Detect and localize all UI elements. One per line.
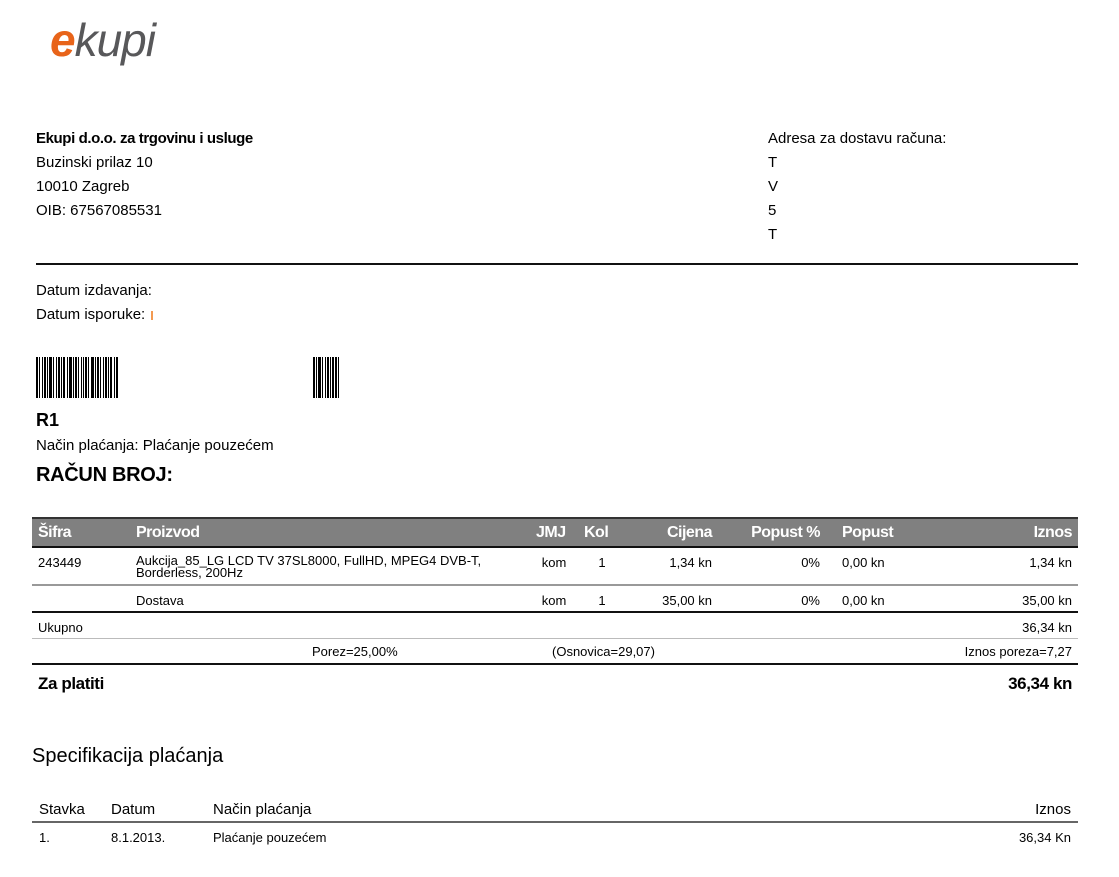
table-row bbox=[32, 547, 1078, 585]
dates-block bbox=[36, 279, 153, 327]
barcode-bar bbox=[338, 357, 339, 398]
spec-col-date: Datum bbox=[111, 801, 156, 818]
amount-due-value: 36,34 kn bbox=[926, 664, 1078, 696]
barcode-bar bbox=[85, 357, 87, 398]
col-price: Cijena bbox=[626, 518, 718, 547]
barcode-bar bbox=[49, 357, 52, 398]
header-divider bbox=[36, 263, 1078, 265]
barcode-bar bbox=[47, 357, 48, 398]
spec-amount: 36,34 Kn bbox=[706, 822, 1078, 845]
row-discount-pct: 0% bbox=[718, 547, 826, 585]
col-product: Proizvod bbox=[130, 518, 530, 547]
invoice-title: RAČUN BROJ: bbox=[36, 464, 173, 486]
barcode-bar bbox=[116, 357, 118, 398]
barcode-bar bbox=[322, 357, 323, 398]
col-discount-pct: Popust % bbox=[718, 518, 826, 547]
barcode-bar bbox=[73, 357, 74, 398]
redacted-mark bbox=[151, 311, 153, 320]
company-city: 10010 Zagreb bbox=[36, 178, 130, 195]
spec-col-amount: Iznos bbox=[1035, 801, 1071, 818]
spec-header-row bbox=[32, 800, 1078, 822]
barcode-bar bbox=[67, 357, 68, 398]
company-oib: OIB: 67567085531 bbox=[36, 202, 162, 219]
row-discount-pct: 0% bbox=[718, 585, 826, 612]
spec-col-item: Stavka bbox=[39, 801, 85, 818]
spec-date: 8.1.2013. bbox=[104, 822, 206, 845]
barcode-bar bbox=[103, 357, 104, 398]
row-unit: kom bbox=[530, 585, 578, 612]
barcode-bar bbox=[114, 357, 115, 398]
barcode-bar bbox=[316, 357, 317, 398]
row-unit: kom bbox=[530, 547, 578, 585]
barcode-bar bbox=[95, 357, 96, 398]
barcode-bar bbox=[91, 357, 94, 398]
row-product: Aukcija_85_LG LCD TV 37SL8000, FullHD, MPEG4 DVB-T, Borderless, 200Hz bbox=[130, 547, 530, 585]
barcode-bar bbox=[330, 357, 331, 398]
delivery-address bbox=[768, 127, 946, 247]
row-qty: 1 bbox=[578, 547, 626, 585]
logo-text: kupi bbox=[74, 14, 155, 66]
seller-info bbox=[36, 127, 253, 223]
company-street: Buzinski prilaz 10 bbox=[36, 154, 153, 171]
delivery-line-4: T bbox=[768, 226, 778, 243]
col-amount: Iznos bbox=[926, 518, 1078, 547]
delivery-date-label: Datum isporuke: bbox=[36, 306, 146, 323]
logo-letter-e: e bbox=[50, 14, 75, 66]
items-header-row bbox=[32, 518, 1078, 547]
barcode-bar bbox=[108, 357, 109, 398]
barcode-right bbox=[313, 357, 345, 398]
row-code: 243449 bbox=[32, 547, 130, 585]
col-code: Šifra bbox=[32, 518, 130, 547]
spec-col-method: Način plaćanja bbox=[213, 801, 312, 818]
ekupi-logo bbox=[50, 12, 155, 68]
tax-base: (Osnovica=29,07) bbox=[530, 638, 826, 664]
barcode-bar bbox=[69, 357, 72, 398]
barcode-bar bbox=[335, 357, 337, 398]
amount-due-row bbox=[32, 664, 1078, 696]
invoice-type: R1 bbox=[36, 410, 60, 430]
barcode-bar bbox=[105, 357, 107, 398]
row-amount: 1,34 kn bbox=[926, 547, 1078, 585]
barcode-bar bbox=[81, 357, 82, 398]
barcode-bar bbox=[110, 357, 112, 398]
issue-date-label: Datum izdavanja: bbox=[36, 282, 152, 299]
payment-method-line: Način plaćanja: Plaćanje pouzećem bbox=[36, 437, 274, 454]
row-product: Dostava bbox=[130, 585, 530, 612]
barcode-bar bbox=[88, 357, 89, 398]
barcode-bar bbox=[44, 357, 46, 398]
amount-due-label: Za platiti bbox=[32, 664, 926, 696]
tax-amount: Iznos poreza=7,27 bbox=[826, 638, 1078, 664]
row-price: 1,34 kn bbox=[626, 547, 718, 585]
barcode-bar bbox=[100, 357, 101, 398]
tax-rate: Porez=25,00% bbox=[32, 638, 530, 664]
company-name: Ekupi d.o.o. za trgovinu i usluge bbox=[36, 130, 253, 147]
payment-spec-table bbox=[32, 800, 1078, 845]
barcode-bar bbox=[327, 357, 329, 398]
barcode-bar bbox=[53, 357, 54, 398]
barcode-bar bbox=[56, 357, 57, 398]
barcode-bar bbox=[36, 357, 38, 398]
row-discount: 0,00 kn bbox=[826, 585, 926, 612]
table-row bbox=[32, 585, 1078, 612]
delivery-line-1: T bbox=[768, 154, 778, 171]
barcode-bar bbox=[75, 357, 77, 398]
delivery-label: Adresa za dostavu računa: bbox=[768, 130, 947, 147]
payment-spec-title: Specifikacija plaćanja bbox=[32, 745, 224, 767]
barcode-bar bbox=[313, 357, 315, 398]
row-amount: 35,00 kn bbox=[926, 585, 1078, 612]
row-code bbox=[32, 585, 130, 612]
delivery-line-3: 5 bbox=[768, 202, 777, 219]
table-row bbox=[32, 822, 1078, 845]
tax-row bbox=[32, 638, 1078, 664]
row-discount: 0,00 kn bbox=[826, 547, 926, 585]
row-price: 35,00 kn bbox=[626, 585, 718, 612]
total-value: 36,34 kn bbox=[926, 612, 1078, 638]
barcode-left bbox=[36, 357, 122, 398]
barcode-bar bbox=[332, 357, 334, 398]
barcode-bar bbox=[318, 357, 321, 398]
barcode-bar bbox=[39, 357, 40, 398]
barcode-bar bbox=[325, 357, 326, 398]
barcode-bar bbox=[58, 357, 60, 398]
col-discount: Popust bbox=[826, 518, 926, 547]
total-row bbox=[32, 612, 1078, 638]
barcode-bar bbox=[83, 357, 84, 398]
spec-method: Plaćanje pouzećem bbox=[206, 822, 706, 845]
barcode-bar bbox=[78, 357, 79, 398]
barcode-bar bbox=[61, 357, 62, 398]
col-unit: JMJ bbox=[530, 518, 578, 547]
barcode-bar bbox=[63, 357, 65, 398]
barcode-bar bbox=[97, 357, 99, 398]
col-qty: Kol bbox=[578, 518, 626, 547]
items-table bbox=[32, 517, 1078, 696]
delivery-line-2: V bbox=[768, 178, 779, 195]
spec-item: 1. bbox=[32, 822, 104, 845]
row-qty: 1 bbox=[578, 585, 626, 612]
barcode-bar bbox=[42, 357, 43, 398]
total-label: Ukupno bbox=[32, 612, 926, 638]
